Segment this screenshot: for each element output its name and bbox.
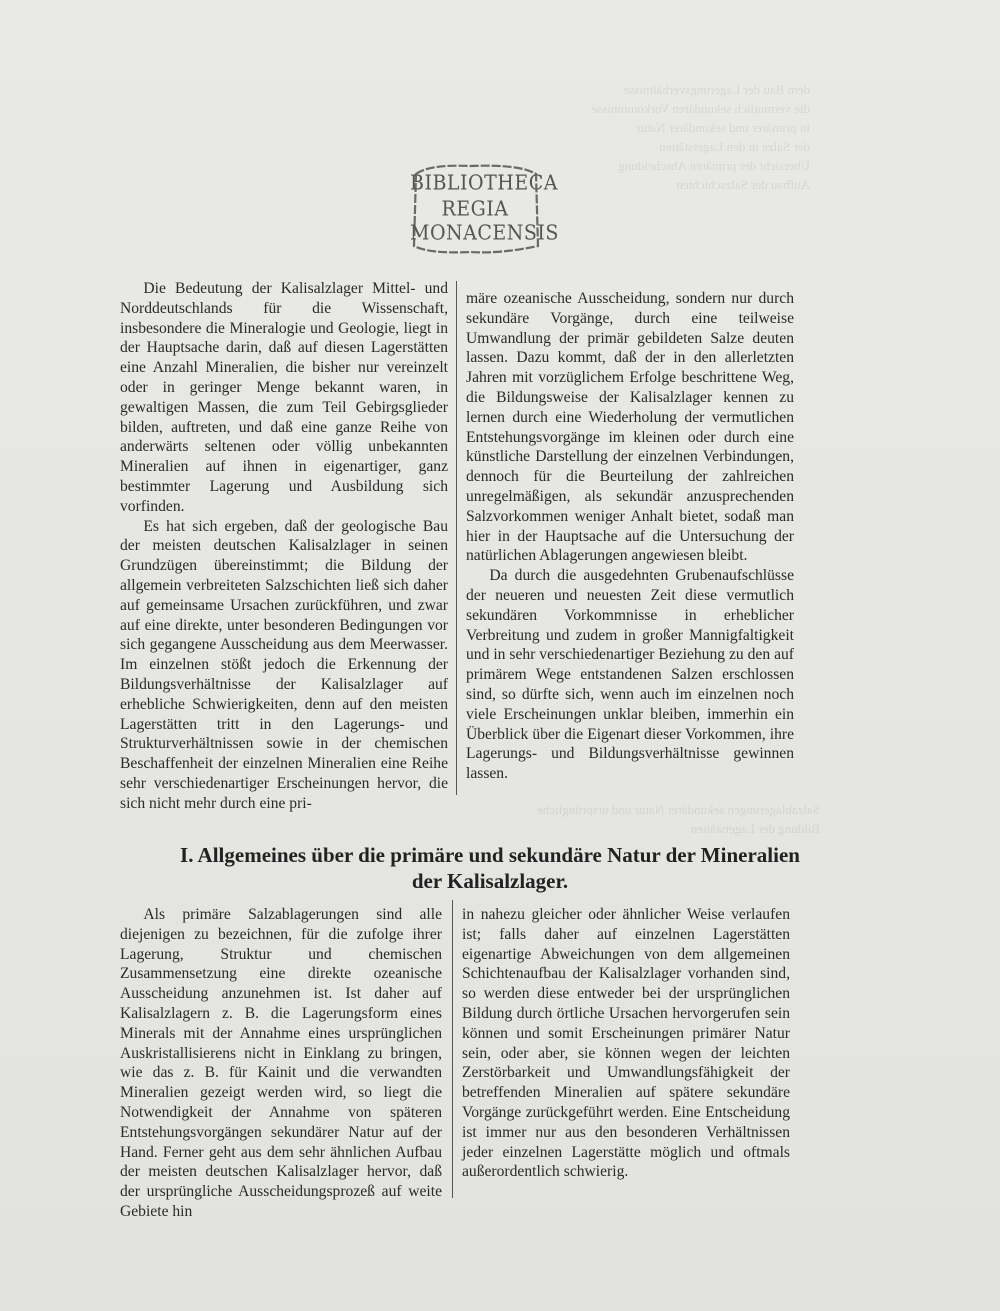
column-rule [452, 900, 453, 1198]
section-heading [120, 842, 860, 894]
stamp-line-1: BIBLIOTHECA [410, 170, 558, 196]
show-through-text: dem Bau der Lagerungsverhältnisse die vermutlich sekundären Vorkommnisse in primärer und sekundärer Natur der Salze in den Lagerstätten Übersicht der primären Abscheidung Aufbau der Salzschichten [591, 82, 810, 192]
bottom-left-column [120, 905, 442, 1222]
paragraph: in nahezu gleicher oder ähnlicher Weise verlaufen ist; falls daher auf einzelnen Lagerstätten eigenartige Abweichungen von dem allgemeinen Schichtenaufbau der Kalisalzlager vorhanden sind, so werden diese entweder bei der ursprünglichen Bildung durch örtliche Ursachen hervorgerufen sein können und somit Erscheinungen primärer Natur sein, oder aber, sie können wegen der leichten Zerstörbarkeit und Umwandlungsfähigkeit der betreffenden Mineralien auf spätere sekundäre Vorgänge zurückgeführt werden. Eine Entscheidung ist immer nur aus den besonderen Verhältnissen jeder einzelnen Lagerstätte möglich und oftmals außerordentlich schwierig. [462, 906, 790, 1181]
paragraph: Da durch die ausgedehnten Grubenaufschlüsse der neueren und neuesten Zeit diese vermutlich sekundären Vorkommnisse in erheblicher Verbreitung und zudem in großer Mannigfaltigkeit und in sehr verschiedenartiger Beziehung zu den auf primärem Wege entstandenen Salzen erschlossen sind, so dürfte sich, wenn auch im einzelnen noch viele Erscheinungen unklar bleiben, immerhin ein Überblick über die Eigenart dieser Vorkommen, ihre Lagerungs- und Bildungsverhältnisse gewinnen lassen. [466, 567, 794, 783]
show-through-text: Salzablagerungen sekundärer Natur und ursprüngliche Bildung der Lagerstätten [536, 802, 820, 836]
paragraph: märe ozeanische Ausscheidung, sondern nur durch sekundäre Vorgänge, durch eine teilweise Umwandlung der primär gebildeten Salze deuten lassen. Dazu kommt, daß der in den allerletzten Jahren mit vorzüglichem Erfolge beschrittene Weg, die Bildungsweise der Kalisalzlager kennen zu lernen durch eine Wiederholung der vermutlichen Entstehungsvorgänge im kleinen oder durch eine künstliche Darstellung der einzelnen Verbindungen, dennoch für die Beurteilung der zahlreichen unregelmäßigen, als sekundär anzusprechenden Salzvorkommen weniger Anhalt bietet, sodaß man hier in der Hauptsache auf die Untersuchung der natürlichen Ablagerungen angewiesen bleibt. [466, 290, 794, 565]
top-right-column [466, 289, 794, 784]
stamp-line-3: MONACENSIS [410, 220, 559, 246]
library-stamp [410, 160, 559, 256]
bottom-right-column [462, 905, 790, 1182]
column-rule [456, 281, 457, 795]
paragraph: Als primäre Salzablagerungen sind alle diejenigen zu bezeichnen, für die zufolge ihrer Lagerung, Struktur und chemischen Zusammensetzung eine direkte ozeanische Ausscheidung anzunehmen ist. Ist daher auf Kalisalzlagern z. B. die Lagerungsform eines Minerals mit der Annahme eines ursprünglichen Auskristallisierens nicht in Einklang zu bringen, wie das z. B. für Kainit und die verwandten Mineralien gezeigt werden wird, so liegt die Notwendigkeit der Annahme von späteren Entstehungsvorgängen sekundärer Natur auf der Hand. Ferner geht aus dem sehr ähnlichen Aufbau der meisten deutschen Kalisalzlager hervor, daß der ursprüngliche Ausscheidungsprozeß auf weite Gebiete hin [120, 906, 442, 1220]
paragraph: Es hat sich ergeben, daß der geologische Bau der meisten deutschen Kalisalzlager in seinen Grundzügen übereinstimmt; die Bildung der allgemein verbreiteten Salzschichten ließ sich daher auf gemeinsame Ursachen zurückführen, und zwar auf eine direkte, unter besonderen Bedingungen vor sich gegangene Ausscheidung aus dem Meerwasser. Im einzelnen stößt jedoch die Erkennung der Bildungsverhältnisse der Kalisalzlager auf erhebliche Schwierigkeiten, denn auf den meisten Lagerstätten tritt in den Lagerungs- und Strukturverhältnissen sowie in der chemischen Beschaffenheit der einzelnen Mineralien eine Reihe sehr verschiedenartiger Erscheinungen hervor, die sich nicht mehr durch eine pri- [120, 517, 448, 812]
stamp-line-2: REGIA [441, 196, 509, 222]
paragraph: Die Bedeutung der Kalisalzlager Mittel- und Norddeutschlands für die Wissenschaft, insbesondere die Mineralogie und Geologie, liegt in der Hauptsache darin, daß auf diesen Lagerstätten eine Anzahl Mineralien, die bisher nur vereinzelt oder in geringer Menge bekannt waren, in gewaltigen Massen, die zum Teil Gebirgsglieder bilden, auftreten, und daß eine ganze Reihe von anderwärts seltenen oder völlig unbekannten Mineralien auf ihnen in eigenartiger, ganz bestimmter Lagerung und Ausbildung sich vorfinden. [120, 280, 448, 515]
top-left-column [120, 279, 448, 814]
heading-line-2: der Kalisalzlager. [411, 869, 569, 893]
heading-line-1: I. Allgemeines über die primäre und sekundäre Natur der Mineralien [180, 843, 800, 867]
